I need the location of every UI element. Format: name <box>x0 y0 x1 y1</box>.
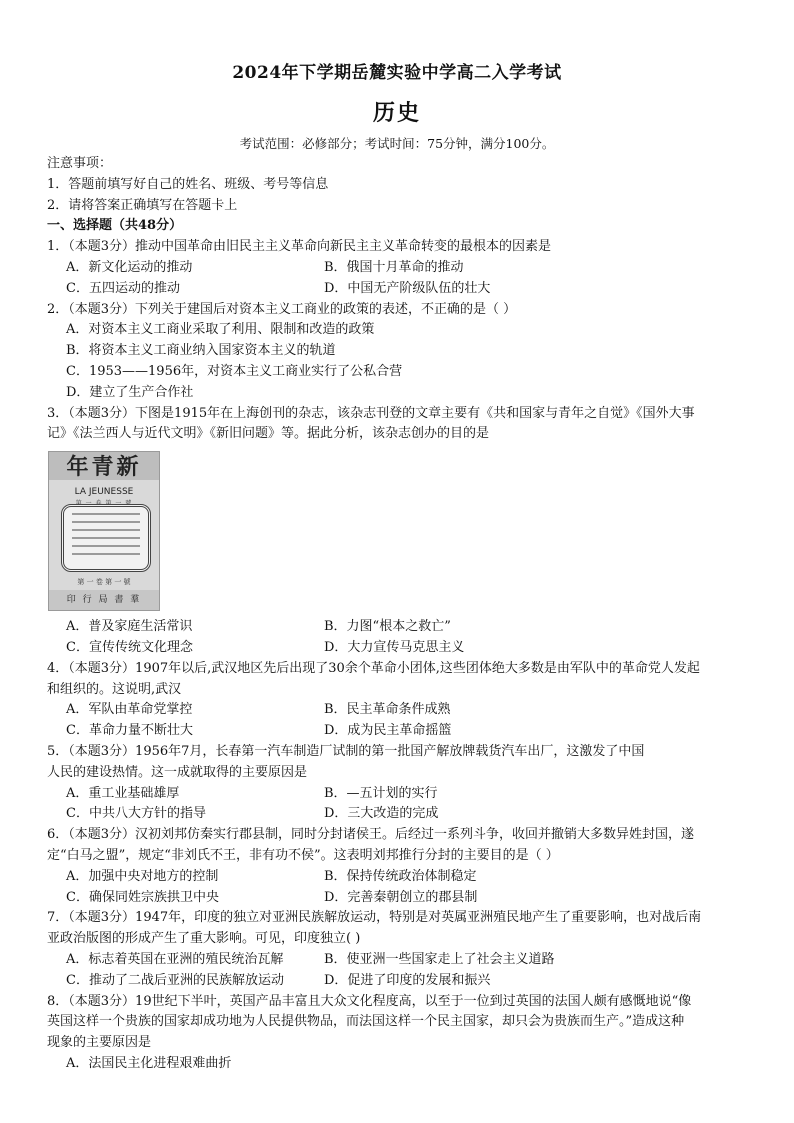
magazine-publisher: 印 行 局 書 羣 <box>49 590 159 610</box>
option-b: B．民主革命条件成熟 <box>324 702 451 718</box>
question-5-stem-line1: 5．（本题3分）1956年7月，长春第一汽车制造厂试制的第一批国产解放牌载货汽车出厂，这激发了中国 <box>47 743 645 759</box>
option-d: D．建立了生产合作社 <box>66 384 194 400</box>
option-b: B．俄国十月革命的推动 <box>324 259 464 275</box>
magazine-cover-image <box>48 451 160 611</box>
question-1-options-row <box>47 279 752 300</box>
option-d: D．中国无产阶级队伍的壮大 <box>324 280 491 296</box>
option-c: C．中共八大方针的指导 <box>66 806 206 822</box>
option-b: B．力图“根本之救亡” <box>324 619 451 635</box>
magazine-subtitle: LA JEUNESSE <box>74 487 134 498</box>
section-heading: 一、选择题（共48分） <box>47 218 183 234</box>
option-c: C．五四运动的推动 <box>66 280 180 296</box>
question-7-stem-line2: 亚政治版图的形成产生了重大影响。可见，印度独立( ) <box>47 931 361 947</box>
option-a: A．加强中央对地方的控制 <box>66 868 219 884</box>
question-3-options-row <box>47 617 752 638</box>
question-3-stem-line1: 3．（本题3分）下图是1915年在上海创刊的杂志，该杂志刊登的文章主要有《共和国家与青年之自觉》《国外大事 <box>47 405 695 421</box>
option-b: B．使亚洲一些国家走上了社会主义道路 <box>324 951 555 967</box>
option-c: C．推动了二战后亚洲的民族解放运动 <box>66 972 284 988</box>
question-7-stem-line1: 7．（本题3分）1947年，印度的独立对亚洲民族解放运动，特别是对英属亚洲殖民地产生了重要影响，也对战后南 <box>47 910 702 926</box>
option-c: C．革命力量不断壮大 <box>66 723 193 739</box>
notes-heading: 注意事项： <box>47 156 113 171</box>
option-d: D．成为民主革命摇篮 <box>324 723 452 739</box>
question-1-stem: 1．（本题3分）推动中国革命由旧民主主义革命向新民主主义革命转变的最根本的因素是 <box>47 239 552 255</box>
exam-content <box>47 154 752 1075</box>
exam-info: 考试范围：必修部分；考试时间：75分钟，满分100分。 <box>239 136 555 151</box>
magazine-contents-frame <box>61 504 151 572</box>
question-3-stem-line2: 记》《法兰西人与近代文明》《新旧问题》等。据此分析，该杂志创办的目的是 <box>47 426 490 442</box>
option-d: D．三大改造的完成 <box>324 806 439 822</box>
question-6-options-row <box>47 888 752 909</box>
question-6-stem-line1: 6．（本题3分）汉初刘邦仿秦实行郡县制，同时分封诸侯王。后经过一系列斗争，收回并撤销大多数异姓封国，遂 <box>47 827 695 843</box>
magazine-issue-line-bottom: 第 一 卷 第 一 號 <box>77 578 131 587</box>
option-d: D．大力宣传马克思主义 <box>324 639 465 655</box>
option-a: A．法国民主化进程艰难曲折 <box>66 1055 232 1071</box>
magazine-masthead: 年青新 <box>49 452 159 480</box>
question-7-options-row <box>47 950 752 971</box>
option-d: D．促进了印度的发展和振兴 <box>324 972 491 988</box>
option-c: C．确保同姓宗族拱卫中央 <box>66 889 219 905</box>
question-8-stem-line3: 现象的主要原因是 <box>47 1035 152 1051</box>
option-c: C．1953——1956年，对资本主义工商业实行了公私合营 <box>66 363 403 379</box>
question-6-options-row <box>47 867 752 888</box>
option-a: A．普及家庭生活常识 <box>66 619 193 635</box>
question-7-options-row <box>47 971 752 992</box>
question-8-stem-line1: 8．（本题3分）19世纪下半叶，英国产品丰富且大众文化程度高，以至于一位到过英国的法国人颇有感慨地说“像 <box>47 993 692 1009</box>
question-1-options-row <box>47 258 752 279</box>
question-4-options-row <box>47 721 752 742</box>
option-d: D．完善秦朝创立的郡县制 <box>324 889 478 905</box>
option-a: A．军队由革命党掌控 <box>66 702 193 718</box>
subject-title: 历史 <box>372 100 421 126</box>
option-a: A．标志着英国在亚洲的殖民统治瓦解 <box>66 951 284 967</box>
note-item: 2．请将答案正确填写在答题卡上 <box>47 197 238 213</box>
question-5-options-row <box>47 804 752 825</box>
option-c: C．宣传传统文化理念 <box>66 639 193 655</box>
option-a: A．重工业基础雄厚 <box>66 785 180 801</box>
question-4-stem-line1: 4．（本题3分）1907年以后,武汉地区先后出现了30余个革命小团体,这些团体绝大多数是由军队中的革命党人发起 <box>47 660 700 676</box>
question-4-options-row <box>47 700 752 721</box>
question-3-options-row <box>47 638 752 659</box>
option-a: A．新文化运动的推动 <box>66 259 193 275</box>
option-b: B．—五计划的实行 <box>324 785 438 801</box>
option-b: B．保持传统政治体制稳定 <box>324 868 477 884</box>
note-item: 1．答题前填写好自己的姓名、班级、考号等信息 <box>47 176 329 192</box>
option-b: B．将资本主义工商业纳入国家资本主义的轨道 <box>66 343 336 359</box>
question-4-stem-line2: 和组织的。这说明,武汉 <box>47 681 182 697</box>
exam-title: 2024年下学期岳麓实验中学高二入学考试 <box>232 63 562 83</box>
question-8-stem-line2: 英国这样一个贵族的国家却成功地为人民提供物品，而法国这样一个民主国家，却只会为贵族而生产。”造成这种 <box>47 1014 685 1030</box>
option-a: A．对资本主义工商业采取了利用、限制和改造的政策 <box>66 322 375 338</box>
question-6-stem-line2: 定“白马之盟”，规定“非刘氏不王，非有功不侯”。这表明刘邦推行分封的主要目的是（ ） <box>47 847 559 863</box>
question-5-stem-line2: 人民的建设热情。这一成就取得的主要原因是 <box>47 764 308 780</box>
question-2-stem: 2．（本题3分）下列关于建国后对资本主义工商业的政策的表述，不正确的是（ ） <box>47 301 517 317</box>
question-5-options-row <box>47 784 752 805</box>
